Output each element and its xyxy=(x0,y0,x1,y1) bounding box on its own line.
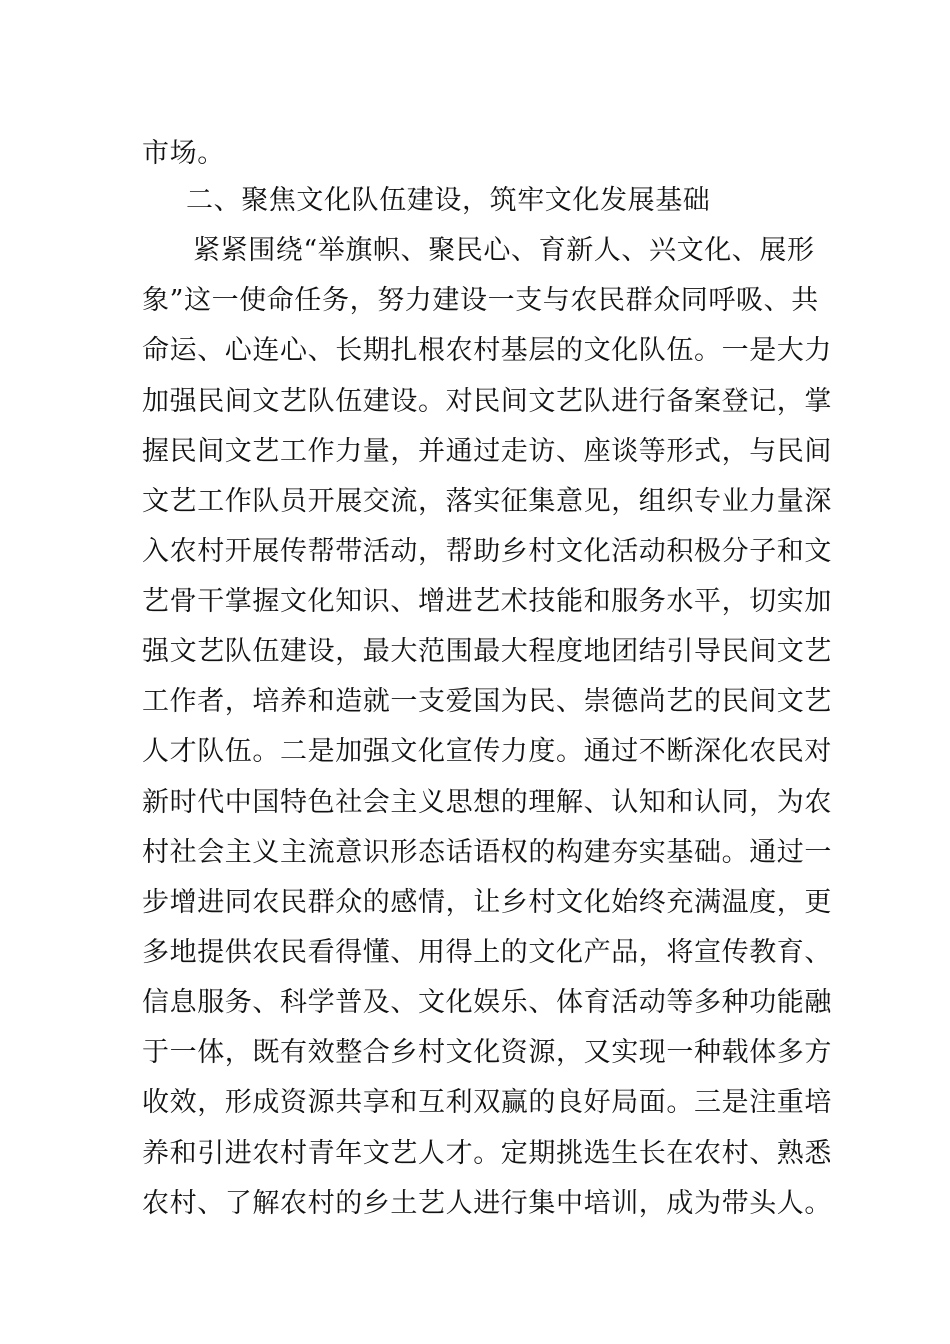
text-line: 收效，形成资源共享和互利双赢的良好局面。三是注重培 xyxy=(142,1087,832,1118)
text-line: 文艺工作队员开展交流，落实征集意见，组织专业力量深 xyxy=(142,486,832,517)
text-line: 入农村开展传帮带活动，帮助乡村文化活动积极分子和文 xyxy=(142,536,832,567)
text-line: 握民间文艺工作力量，并通过走访、座谈等形式，与民间 xyxy=(142,436,832,467)
text-line: 象”这一使命任务，努力建设一支与农民群众同呼吸、共 xyxy=(142,285,819,316)
text-line: 人才队伍。二是加强文化宣传力度。通过不断深化农民对 xyxy=(142,736,832,767)
text-line: 村社会主义主流意识形态话语权的构建夯实基础。通过一 xyxy=(142,837,832,868)
text-line: 命运、心连心、长期扎根农村基层的文化队伍。一是大力 xyxy=(142,335,832,366)
text-line: 信息服务、科学普及、文化娱乐、体育活动等多种功能融 xyxy=(142,987,832,1018)
text-line: 步增进同农民群众的感情，让乡村文化始终充满温度，更 xyxy=(142,887,832,918)
text-line: 艺骨干掌握文化知识、增进艺术技能和服务水平，切实加 xyxy=(142,586,832,617)
text-line: 强文艺队伍建设，最大范围最大程度地团结引导民间文艺 xyxy=(142,636,832,667)
text-line: 养和引进农村青年文艺人才。定期挑选生长在农村、熟悉 xyxy=(142,1138,832,1169)
text-line: 市场。 xyxy=(142,138,225,169)
text-line: 新时代中国特色社会主义思想的理解、认知和认同，为农 xyxy=(142,787,832,818)
text-line: 于一体，既有效整合乡村文化资源，又实现一种载体多方 xyxy=(142,1037,832,1068)
text-line: 工作者，培养和造就一支爱国为民、崇德尚艺的民间文艺 xyxy=(142,686,832,717)
text-line: 多地提供农民看得懂、用得上的文化产品，将宣传教育、 xyxy=(142,937,832,968)
text-line: 加强民间文艺队伍建设。对民间文艺队进行备案登记，掌 xyxy=(142,386,832,417)
section-heading: 二、聚焦文化队伍建设，筑牢文化发展基础 xyxy=(186,185,711,216)
paragraph-first-line: 紧紧围绕“举旗帜、聚民心、育新人、兴文化、展形 xyxy=(193,235,815,266)
text-line: 农村、了解农村的乡土艺人进行集中培训，成为带头人。 xyxy=(142,1188,832,1219)
